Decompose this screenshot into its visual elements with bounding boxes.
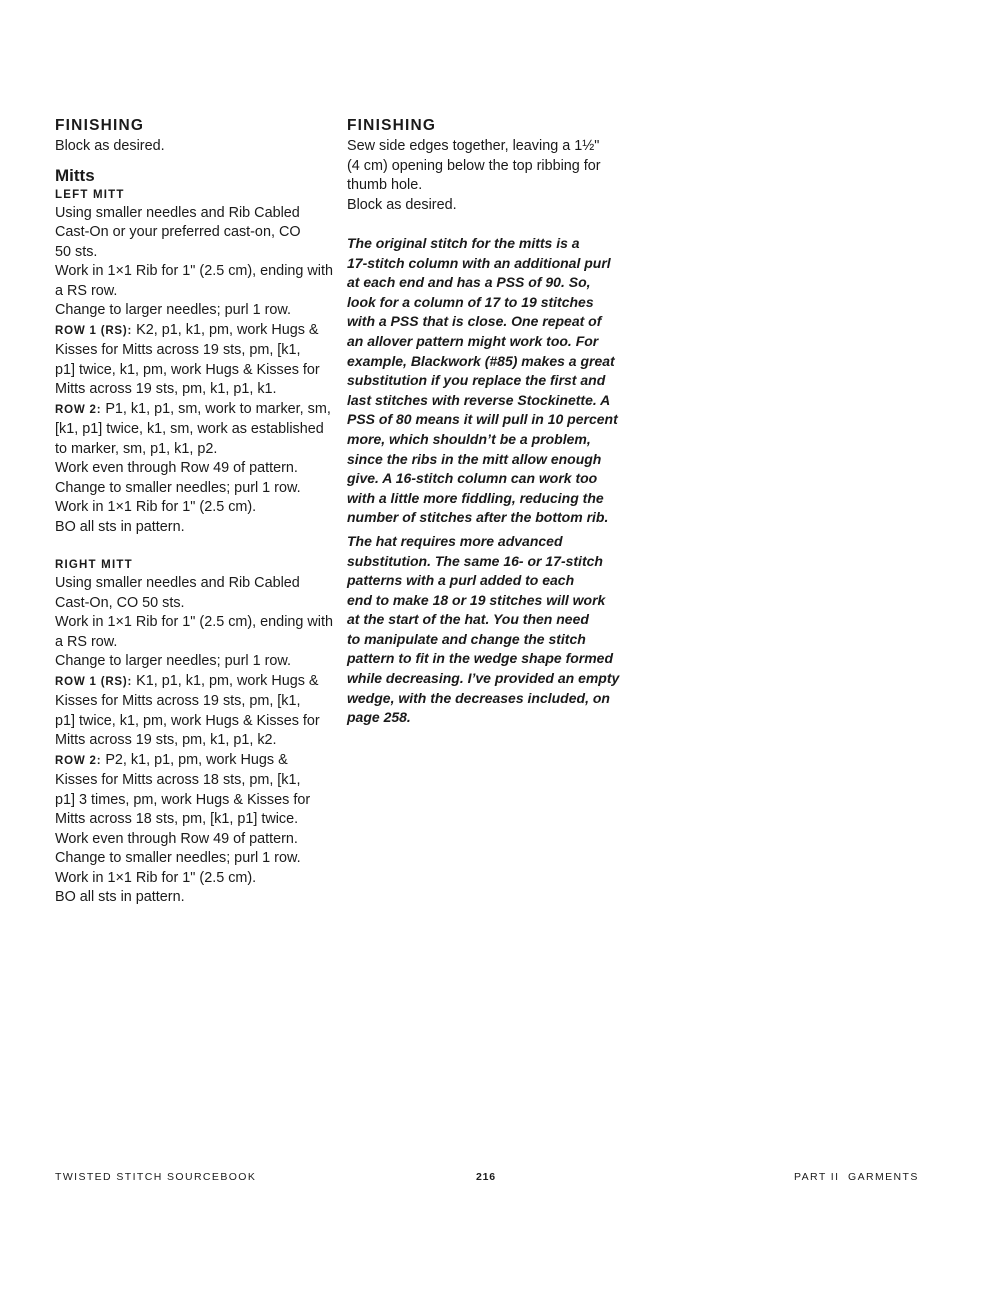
right-mitt-heading: RIGHT MITT: [55, 559, 133, 571]
note-line: while decreasing. I’ve provided an empty: [347, 670, 620, 687]
note-line: The hat requires more advanced: [347, 532, 563, 549]
instruction-line: Work in 1×1 Rib for 1" (2.5 cm).: [55, 499, 257, 515]
instruction-line: 50 sts.: [55, 243, 98, 260]
footer-book-title: TWISTED STITCH SOURCEBOOK: [55, 1171, 257, 1183]
instruction-line: to marker, sm, p1, k1, p2.: [55, 440, 218, 457]
note-line: 17-stitch column with an additional purl: [347, 254, 611, 271]
note-line: with a PSS that is close. One repeat of: [347, 313, 602, 330]
instruction-line: Work in 1×1 Rib for 1" (2.5 cm).: [55, 869, 257, 886]
row-label: ROW 2:: [55, 754, 102, 767]
instruction-line: Work in 1×1 Rib for 1" (2.5 cm), ending with: [55, 614, 333, 630]
instruction-line: a RS row.: [55, 633, 118, 650]
finishing-heading-right: FINISHING: [347, 117, 437, 134]
left-mitt-section: [55, 187, 340, 538]
note-line: more, which shouldn’t be a problem,: [347, 430, 591, 447]
row-text: K2, p1, k1, pm, work Hugs &: [132, 321, 319, 338]
note-line: number of stitches after the bottom rib.: [347, 509, 609, 526]
note-line: to manipulate and change the stitch: [347, 630, 586, 647]
note-line: end to make 18 or 19 stitches will work: [347, 591, 606, 608]
note-line: PSS of 80 means it will pull in 10 percent: [347, 411, 618, 428]
instruction-line: Work in 1×1 Rib for 1" (2.5 cm), ending with: [55, 263, 333, 279]
instruction-line: Change to smaller needles; purl 1 row.: [55, 479, 301, 496]
instruction-line: p1] twice, k1, pm, work Hugs & Kisses for: [55, 361, 320, 378]
note-line: substitution. The same 16- or 17-stitch: [347, 552, 603, 569]
instruction-line: Mitts across 18 sts, pm, [k1, p1] twice.: [55, 811, 299, 827]
note-line: give. A 16-stitch column can work too: [347, 470, 598, 487]
finishing-line: thumb hole.: [347, 177, 423, 193]
note-line: an allover pattern might work too. For: [347, 332, 599, 349]
instruction-line: [k1, p1] twice, k1, sm, work as established: [55, 421, 324, 437]
instruction-line: Work even through Row 49 of pattern.: [55, 830, 298, 847]
page-number: 216: [476, 1171, 496, 1183]
note-line: patterns with a purl added to each: [347, 572, 575, 589]
instruction-line: Kisses for Mitts across 19 sts, pm, [k1,: [55, 342, 301, 358]
left-mitt-heading: LEFT MITT: [55, 188, 125, 201]
finishing-line: Sew side edges together, leaving a 1½": [347, 138, 600, 154]
instruction-line: p1] twice, k1, pm, work Hugs & Kisses for: [55, 712, 320, 729]
finishing-line: Block as desired.: [347, 196, 457, 213]
right-mitt-section: [55, 557, 340, 908]
finishing-line: (4 cm) opening below the top ribbing for: [347, 157, 601, 174]
note-line: with a little more fiddling, reducing the: [347, 489, 604, 506]
note-line: look for a column of 17 to 19 stitches: [347, 293, 594, 310]
instruction-line: Kisses for Mitts across 18 sts, pm, [k1,: [55, 772, 301, 788]
instruction-line: Cast-On, CO 50 sts.: [55, 594, 185, 611]
instruction-line: Change to smaller needles; purl 1 row.: [55, 850, 301, 866]
note-line: substitution if you replace the first and: [347, 372, 606, 389]
note-line: The original stitch for the mitts is a: [347, 235, 580, 251]
finishing-heading-left: FINISHING: [55, 117, 145, 134]
note-line: pattern to fit in the wedge shape formed: [347, 650, 614, 667]
row-label: ROW 1 (RS):: [55, 324, 133, 337]
row-2-line: [55, 751, 340, 772]
note-line: at each end and has a PSS of 90. So,: [347, 274, 591, 291]
row-2-line: [55, 400, 340, 421]
instruction-line: Using smaller needles and Rib Cabled: [55, 204, 300, 221]
note-line: last stitches with reverse Stockinette. A: [347, 391, 611, 408]
instruction-line: BO all sts in pattern.: [55, 889, 185, 905]
instruction-line: Change to larger needles; purl 1 row.: [55, 302, 291, 318]
row-1-line: [55, 321, 340, 342]
substitution-note-1: [347, 234, 632, 528]
mitts-title: Mitts: [55, 165, 95, 185]
instruction-line: Cast-On or your preferred cast-on, CO: [55, 224, 301, 240]
instruction-line: Using smaller needles and Rib Cabled: [55, 575, 300, 591]
instruction-line: a RS row.: [55, 282, 118, 299]
row-text: P1, k1, p1, sm, work to marker, sm,: [101, 400, 331, 417]
instruction-line: Change to larger needles; purl 1 row.: [55, 653, 291, 669]
instruction-line: Mitts across 19 sts, pm, k1, p1, k2.: [55, 732, 277, 748]
row-label: ROW 2:: [55, 403, 102, 416]
left-column: [55, 115, 340, 908]
row-text: P2, k1, p1, pm, work Hugs &: [101, 751, 288, 768]
note-line: page 258.: [347, 709, 411, 726]
row-label: ROW 1 (RS):: [55, 675, 133, 688]
row-text: K1, p1, k1, pm, work Hugs &: [132, 672, 319, 689]
finishing-text-left: Block as desired.: [55, 138, 165, 154]
instruction-line: Mitts across 19 sts, pm, k1, p1, k1.: [55, 381, 277, 397]
instruction-line: Kisses for Mitts across 19 sts, pm, [k1,: [55, 693, 301, 709]
substitution-note-2: [347, 532, 632, 728]
right-column: [347, 115, 632, 728]
note-line: since the ribs in the mitt allow enough: [347, 450, 602, 467]
instruction-line: Work even through Row 49 of pattern.: [55, 460, 298, 476]
instruction-line: p1] 3 times, pm, work Hugs & Kisses for: [55, 791, 311, 808]
instruction-line: BO all sts in pattern.: [55, 518, 185, 535]
footer-section: PART II GARMENTS: [794, 1171, 919, 1183]
note-line: at the start of the hat. You then need: [347, 611, 589, 628]
note-line: wedge, with the decreases included, on: [347, 689, 610, 706]
note-line: example, Blackwork (#85) makes a great: [347, 352, 615, 369]
row-1-line: [55, 672, 340, 693]
